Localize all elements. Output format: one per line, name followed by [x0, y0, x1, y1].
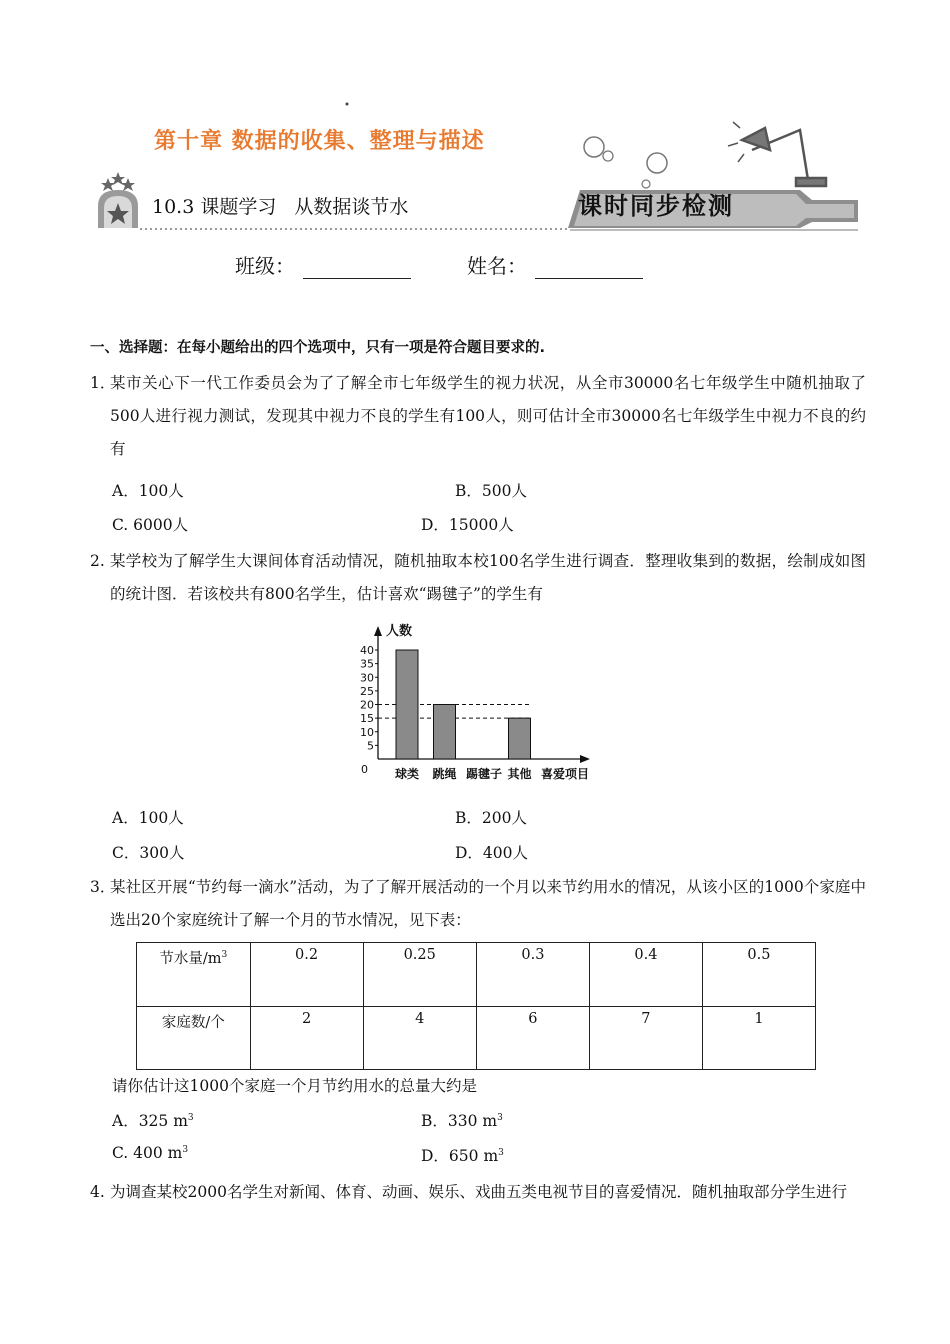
table-row	[137, 1006, 816, 1070]
table-header-cell: 家庭数/个	[137, 1006, 251, 1070]
bar	[434, 705, 456, 760]
question-text: 某社区开展“节约每一滴水”活动，为了了解开展活动的一个月以来节约用水的情况，从该小区的1000个家庭中选出20个家庭统计了解一个月的节水情况，见下表：	[110, 878, 866, 929]
y-tick-label: 10	[360, 725, 374, 739]
question-3	[90, 871, 866, 937]
y-axis-arrow	[374, 626, 382, 636]
category-label: 球类	[394, 767, 420, 781]
desk-lamp-icon	[728, 122, 826, 186]
class-field	[235, 250, 411, 279]
y-tick-label: 0	[361, 763, 368, 776]
table-cell: 0.2	[250, 943, 363, 1007]
x-axis-arrow	[580, 755, 590, 763]
y-axis-label: 人数	[386, 624, 413, 639]
bar-chart	[340, 618, 620, 788]
question-number: 4.	[90, 1183, 105, 1201]
lesson-title	[152, 192, 408, 219]
table-cell: 4	[363, 1006, 476, 1070]
question-number: 2.	[90, 552, 105, 570]
name-label: 姓名：	[467, 254, 527, 278]
name-field	[467, 250, 643, 279]
option-a[interactable]: A．100人	[112, 482, 184, 500]
y-tick-label: 20	[360, 698, 374, 712]
water-saving-table	[136, 942, 816, 1070]
table-cell: 6	[476, 1006, 589, 1070]
class-blank[interactable]	[303, 260, 411, 279]
option-a[interactable]: A．325 $m^3$	[112, 1112, 194, 1130]
question-text: 某学校为了解学生大课间体育活动情况，随机抽取本校100名学生进行调查．整理收集到的数据，绘制成如图的统计图．若该校共有800名学生，估计喜欢“踢毽子”的学生有	[110, 552, 866, 603]
question-2	[90, 545, 866, 611]
name-blank[interactable]	[535, 260, 643, 279]
table-header-cell: 节水量$/m^3$	[137, 943, 251, 1007]
lesson-subtitle: 从数据谈节水	[294, 196, 409, 218]
lesson-number: 10.3 课题学习	[152, 196, 277, 218]
chapter-title: 第十章 数据的收集、整理与描述	[154, 129, 485, 154]
table-cell: 0.25	[363, 943, 476, 1007]
y-tick-label: 15	[360, 712, 374, 726]
slogan-text: 课时同步检测	[578, 191, 734, 220]
table-cell: 7	[589, 1006, 702, 1070]
question-number: 3．	[90, 878, 116, 896]
question-text: 某市关心下一代工作委员会为了了解全市七年级学生的视力状况，从全市30000名七年级学生中随机抽取了500人进行视力测试，发现其中视力不良的学生有100人，则可估计全市30000名七年级学生中视力不良的约有	[110, 374, 866, 458]
table-cell: 0.4	[589, 943, 702, 1007]
table-cell: 0.3	[476, 943, 589, 1007]
question-1	[90, 367, 866, 466]
option-c[interactable]: C. 6000人	[112, 516, 189, 534]
option-c[interactable]: C．300人	[112, 844, 185, 862]
table-cell: 0.5	[702, 943, 815, 1007]
y-tick-label: 30	[360, 671, 374, 685]
bar	[509, 718, 531, 759]
option-b[interactable]: B．500人	[455, 482, 527, 500]
bar	[396, 650, 418, 759]
table-row	[137, 943, 816, 1007]
y-tick-label: 5	[367, 739, 374, 753]
table-cell: 2	[250, 1006, 363, 1070]
star-medal-logo	[98, 172, 138, 228]
banner-decoration	[0, 0, 950, 240]
category-label: 其他	[507, 767, 532, 781]
option-a[interactable]: A．100人	[112, 809, 184, 827]
option-d[interactable]: D．400人	[455, 844, 529, 862]
class-label: 班级：	[235, 254, 295, 278]
question-4	[90, 1176, 866, 1209]
option-d[interactable]: D．15000人	[421, 516, 514, 534]
y-tick-label: 40	[360, 644, 374, 657]
question-text: 为调查某校2000名学生对新闻、体育、动画、娱乐、戏曲五类电视节目的喜爱情况．随机抽取部分学生进行	[110, 1183, 847, 1201]
option-d[interactable]: D．650 $m^3$	[421, 1147, 504, 1165]
option-b[interactable]: B．330 $m^3$	[421, 1112, 503, 1130]
question-number: 1．	[90, 374, 116, 392]
option-b[interactable]: B．200人	[455, 809, 527, 827]
x-axis-label: 喜爱项目	[541, 767, 590, 781]
y-tick-label: 25	[360, 684, 374, 698]
section-heading: 一、选择题：在每小题给出的四个选项中，只有一项是符合题目要求的.	[90, 340, 546, 356]
table-cell: 1	[702, 1006, 815, 1070]
question-followup: 请你估计这1000个家庭一个月节约用水的总量大约是	[112, 1077, 477, 1095]
y-tick-label: 35	[360, 657, 374, 671]
category-label: 踢毽子	[465, 767, 503, 781]
bubble-decoration	[584, 137, 667, 188]
option-c[interactable]: C. 400 $m^3$	[112, 1144, 189, 1162]
category-label: 跳绳	[432, 767, 457, 781]
